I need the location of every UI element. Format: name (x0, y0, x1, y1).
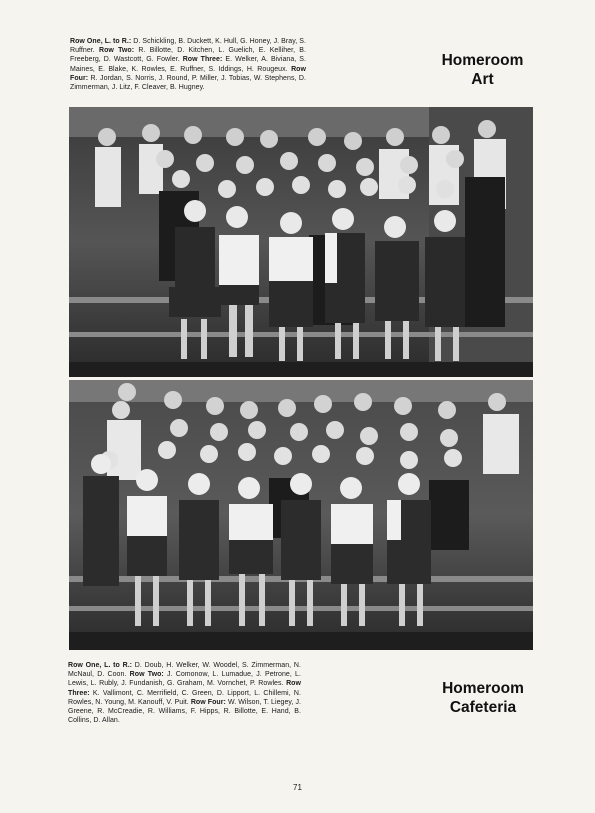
caption-row-label: Row One, L. to R.: (70, 38, 132, 45)
caption-row-label: Row Four: (190, 698, 226, 706)
section-title-homeroom-art (430, 51, 535, 89)
caption-row-label: Row Four: (70, 65, 306, 82)
caption-row-label: Row Three: (68, 680, 301, 697)
caption-row-names: D. Schickling, B. Duckett, K. Hull, G. Honey, J. Bray, S. Ruffner. (70, 38, 306, 55)
title-line: Art (471, 71, 494, 88)
caption-row-names: R. Billotte, D. Kitchen, L. Guelich, E. Kelliher, B. Freeberg, D. Wastcott, G. Fowler. (70, 47, 306, 64)
title-line: Homeroom (442, 680, 524, 697)
caption-row-names: E. Welker, A. Biviana, S. Maines, E. Blake, K. Rowles, E. Ruffner, S. Iddings, H. Rougeux. (70, 56, 307, 73)
group-photo-icon (69, 107, 533, 377)
caption-row-names: D. Doub, H. Welker, W. Woodel, S. Zimmerman, N. McNaul, D. Coon. (68, 662, 301, 679)
caption-row-label: Row One, L. to R.: (68, 662, 133, 669)
group-photo-homeroom-cafeteria (69, 380, 533, 650)
caption-row-label: Row Two: (98, 47, 135, 55)
page-number: 71 (293, 783, 302, 792)
caption-row-names: R. Jordan, S. Norris, J. Round, P. Miller, J. Tobias, W. Stephens, D. Zimmerman, J. Litz, F. Cleaver, B. Hugney. (70, 74, 306, 92)
caption-row-names: J. Comonow, L. Lumadue, J. Petrone, L. Lewis, L. Rubly, J. Fundanish, G. Graham, M. Vornchet, P. Rowles. (68, 671, 301, 688)
caption-row-label: Row Three: (182, 56, 223, 64)
group-photo-icon (69, 380, 533, 650)
caption-row-names: W. Wilson, T. Liegey, J. Greene, R. McCreadie, R. Williams, F. Hipps, R. Billotte, E. Hand, B. Collins, D. Allan. (68, 698, 301, 725)
caption-row-names: K. Vallimont, C. Merrifield, C. Green, D. Lipport, L. Chillemi, N. Rowles, N. Young, M. Kanouff, V. Puit. (68, 689, 301, 706)
title-line: Cafeteria (449, 699, 517, 716)
caption-homeroom-cafeteria (68, 661, 301, 725)
caption-row-label: Row Two: (129, 671, 164, 679)
title-line: Homeroom (441, 52, 524, 69)
section-title-homeroom-cafeteria (428, 679, 538, 717)
caption-homeroom-art (70, 37, 306, 92)
group-photo-homeroom-art (69, 107, 533, 377)
